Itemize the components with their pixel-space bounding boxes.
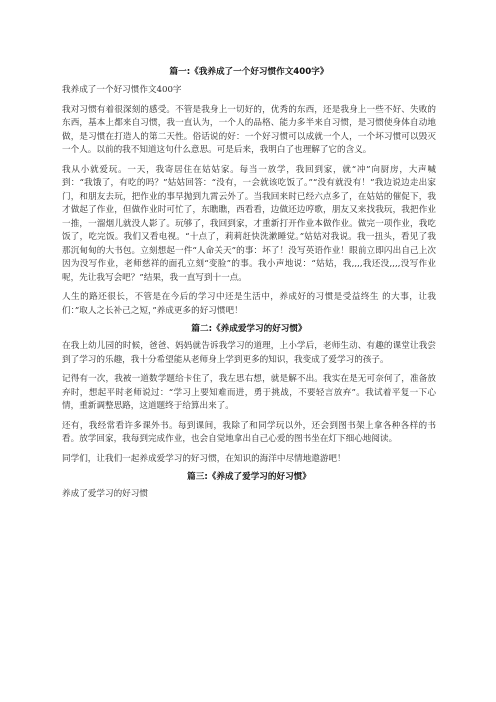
section-title: 篇二:《养成爱学习的好习惯》 xyxy=(191,324,307,334)
paragraph: 还有，我经常看许多课外书。每到课间，我除了和同学玩以外，还会到图书架上拿各种各样的书看。放学回家，我每到完成作业，也会自觉地拿出自己心爱的图书坐在灯下细心地阅读。 xyxy=(62,420,436,444)
section-subtitle: 养成了爱学习的好习惯 xyxy=(62,489,148,499)
paragraph: 在我上幼儿园的时候，爸爸、妈妈就告诉我学习的道理，上小学后，老师生动、有趣的课堂让我尝到了学习的乐趣，我十分希望能从老师身上学到更多的知识，我变成了爱学习的孩子。 xyxy=(62,341,436,365)
section-title: 篇一:《我养成了一个好习惯作文400字》 xyxy=(169,67,329,77)
paragraph: 记得有一次，我被一道数学题给卡住了，我左思右想，就是解不出。我实在是无可奈何了，准备放弃时，想起平时老师说过：“学习上要知难而进，勇于挑战，不要轻言放弃”。我试着平复一下心情，重新调整思路，这道题终于给算出来了。 xyxy=(62,374,436,411)
paragraph: 人生的路还很长，不管是在今后的学习中还是生活中，养成好的习惯是受益终生 的大事，让我们：”取人之长补己之短，”养成更多的好习惯吧！ xyxy=(62,292,436,316)
section-1 xyxy=(62,66,436,318)
paragraph: 我从小就爱玩。一天，我寄居住在姑姑家。每当一放学，我回到家，就“冲”向厨房，大声喊到：“我饿了，有吃的吗？”姑姑回答：“没有，一会就该吃饭了。”“没有就没有！”我边说边走出家门，和朋友去玩，把作业的事早抛到九霄云外了。当我回来时已经六点多了，在姑姑的催促下，我才做起了作业，但做作业时可忙了，东瞧瞧，西看看，边做还边哼歌，朋友又来找我玩，我把作业一推，一溜烟儿就没人影了。玩够了，我回到家，才重新打开作业本做作业。做完一项作业，我吃饭了，吃完饭。我们又看电视。“十点了，莉莉赶快洗漱睡觉。”姑姑对我说。我一扭头，看见了我那沉甸甸的大书包。立刻想起一件“人命关天”的事：坏了！没写英语作业！眼前立即闪出自己上次因为没写作业，老师慈祥的面孔立刻“变脸”的事。我小声地说：“姑姑，我,,,,我还没,,,,没写作业呢，先让我写会吧？”结果，我一直写到十一点。 xyxy=(62,164,436,283)
section-2 xyxy=(62,323,436,466)
paragraph: 我对习惯有着很深刻的感受。不管是我身上一切好的，优秀的东西，还是我身上一些不好、失败的东西，基本上都来自习惯，我一直认为，一个人的品格、能力多半来自习惯，是习惯使身体自动地做，是习惯在打造人的第二天性。俗话说的好：一个好习惯可以成就一个人，一个坏习惯可以毁灭一个人。以前的我不知道这句什么意思。可是后来，我明白了也理解了它的含义。 xyxy=(62,104,436,155)
paragraph: 同学们，让我们一起养成爱学习的好习惯，在知识的海洋中尽情地遨游吧！ xyxy=(62,453,346,464)
section-title: 篇三:《养成了爱学习的好习惯》 xyxy=(187,472,311,482)
section-3 xyxy=(62,471,436,502)
section-subtitle: 我养成了一个好习惯作文400字 xyxy=(62,85,182,95)
document-page xyxy=(62,66,436,502)
